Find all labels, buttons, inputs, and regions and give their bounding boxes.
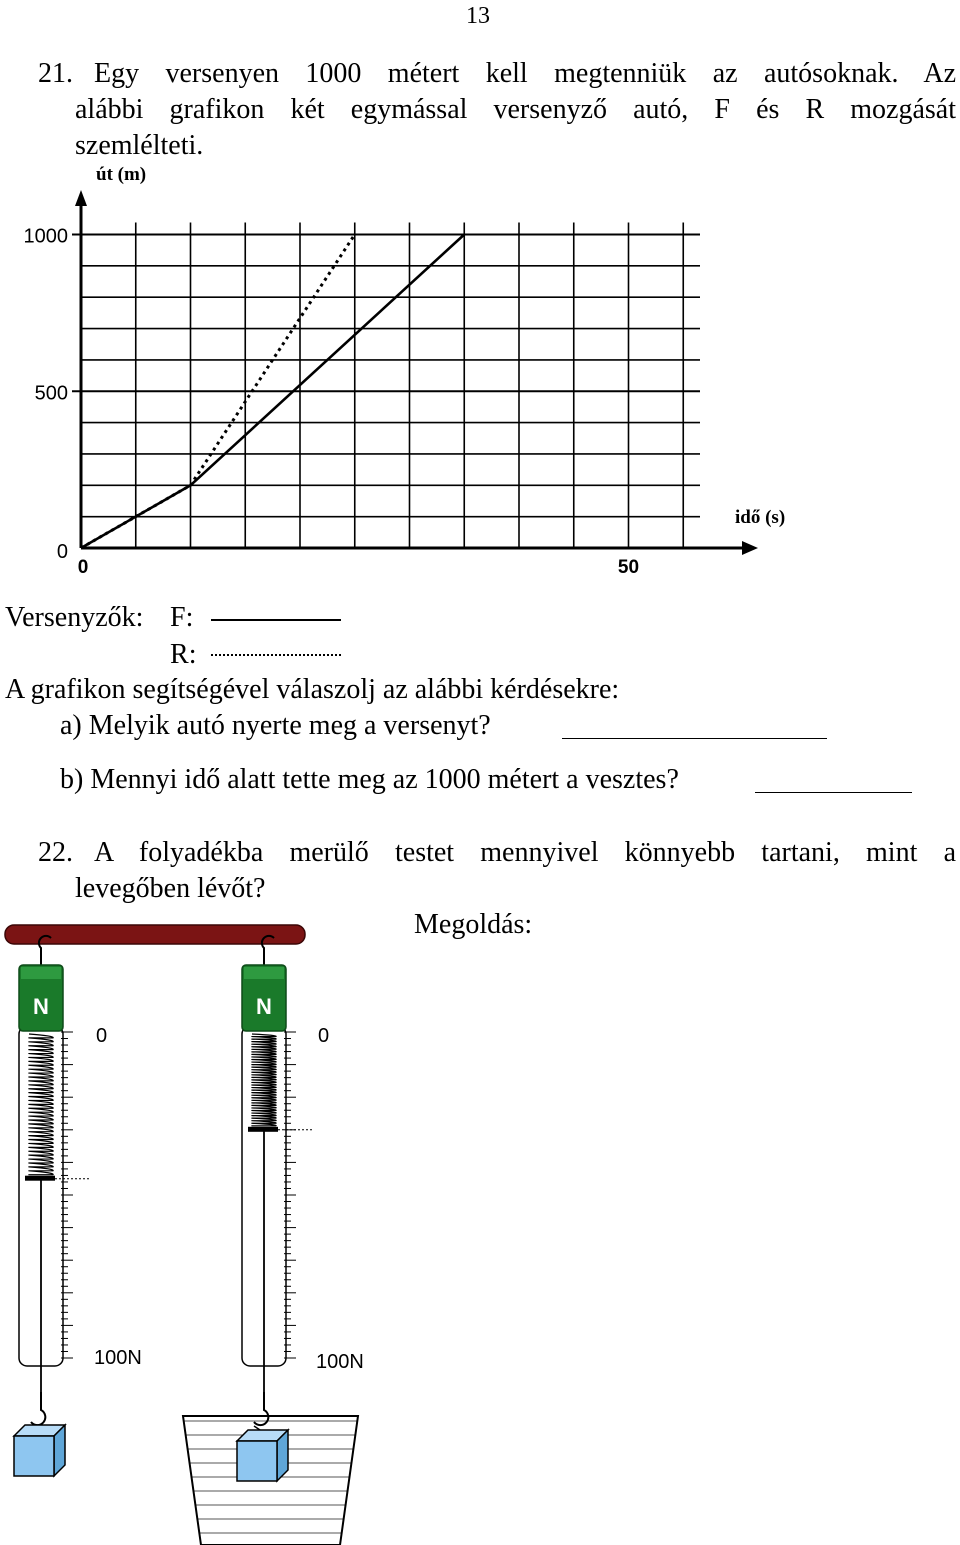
legend-f-swatch (211, 619, 341, 621)
left-scale-top: 0 (96, 1025, 108, 1047)
left-unit-label: N (33, 994, 49, 1019)
question-b (60, 762, 679, 798)
legend-r-swatch (211, 654, 341, 656)
right-scale-bottom: 100N (316, 1351, 364, 1373)
scale-pointer (248, 1127, 278, 1132)
right-unit-label: N (256, 994, 272, 1019)
legend-r-label: R: (170, 639, 197, 670)
y-axis-arrow (75, 190, 87, 206)
question-a (60, 708, 491, 744)
scale-pointer (25, 1176, 55, 1181)
legend-label: Versenyzők: (5, 602, 144, 633)
answer-b-blank[interactable] (755, 770, 912, 793)
spring-scale-figure (0, 915, 400, 1545)
problem-22-number: 22. (38, 837, 73, 868)
spring-scale-right (237, 936, 312, 1481)
problem-21-intro: A grafikon segítségével válaszolj az alábbi kérdésekre: (5, 674, 620, 705)
problem-21-number: 21. (38, 58, 73, 89)
y-axis-label: út (m) (96, 164, 147, 185)
answer-a-blank[interactable] (562, 716, 827, 739)
cube-front-face (237, 1441, 277, 1481)
problem-21-line3: szemlélteti. (75, 130, 204, 161)
scale-cap-highlight (244, 967, 284, 979)
cube-front-face (14, 1436, 54, 1476)
chart-grid (81, 223, 700, 549)
x-tick-label: 0 (77, 557, 89, 578)
x-axis-arrow (742, 541, 758, 555)
distance-time-chart (0, 160, 960, 590)
question-a-text: a) Melyik autó nyerte meg a versenyt? (60, 710, 491, 741)
left-scale-bottom: 100N (94, 1347, 142, 1369)
y-tick-label: 1000 (23, 225, 68, 248)
question-b-text: b) Mennyi idő alatt tette meg az 1000 métert a vesztes? (60, 764, 679, 795)
y-tick-label: 0 (56, 541, 68, 563)
legend-f-name: F (170, 602, 186, 633)
problem-21-line2: alábbi grafikon két egymással versenyző autó, F és R mozgását (75, 94, 956, 125)
problem-21-line1: Egy versenyen 1000 métert kell megtenniük az autósoknak. Az (94, 58, 956, 89)
x-axis-label: idő (s) (735, 507, 786, 528)
spring-scale-left (14, 936, 89, 1476)
solution-label: Megoldás: (414, 909, 533, 940)
legend-r-name: R (170, 639, 189, 670)
y-tick-label: 500 (34, 382, 68, 405)
page-number: 13 (466, 3, 490, 29)
bottom-hook (31, 1392, 45, 1425)
legend-f-label: F: (170, 602, 194, 633)
scale-cap-highlight (21, 967, 61, 979)
problem-22-line2: levegőben lévőt? (75, 873, 266, 904)
x-tick-label: 50 (617, 557, 640, 578)
right-scale-top: 0 (318, 1025, 330, 1047)
problem-22-line1: A folyadékba merülő testet mennyivel könnyebb tartani, mint a (94, 837, 956, 868)
support-rod (5, 925, 305, 944)
